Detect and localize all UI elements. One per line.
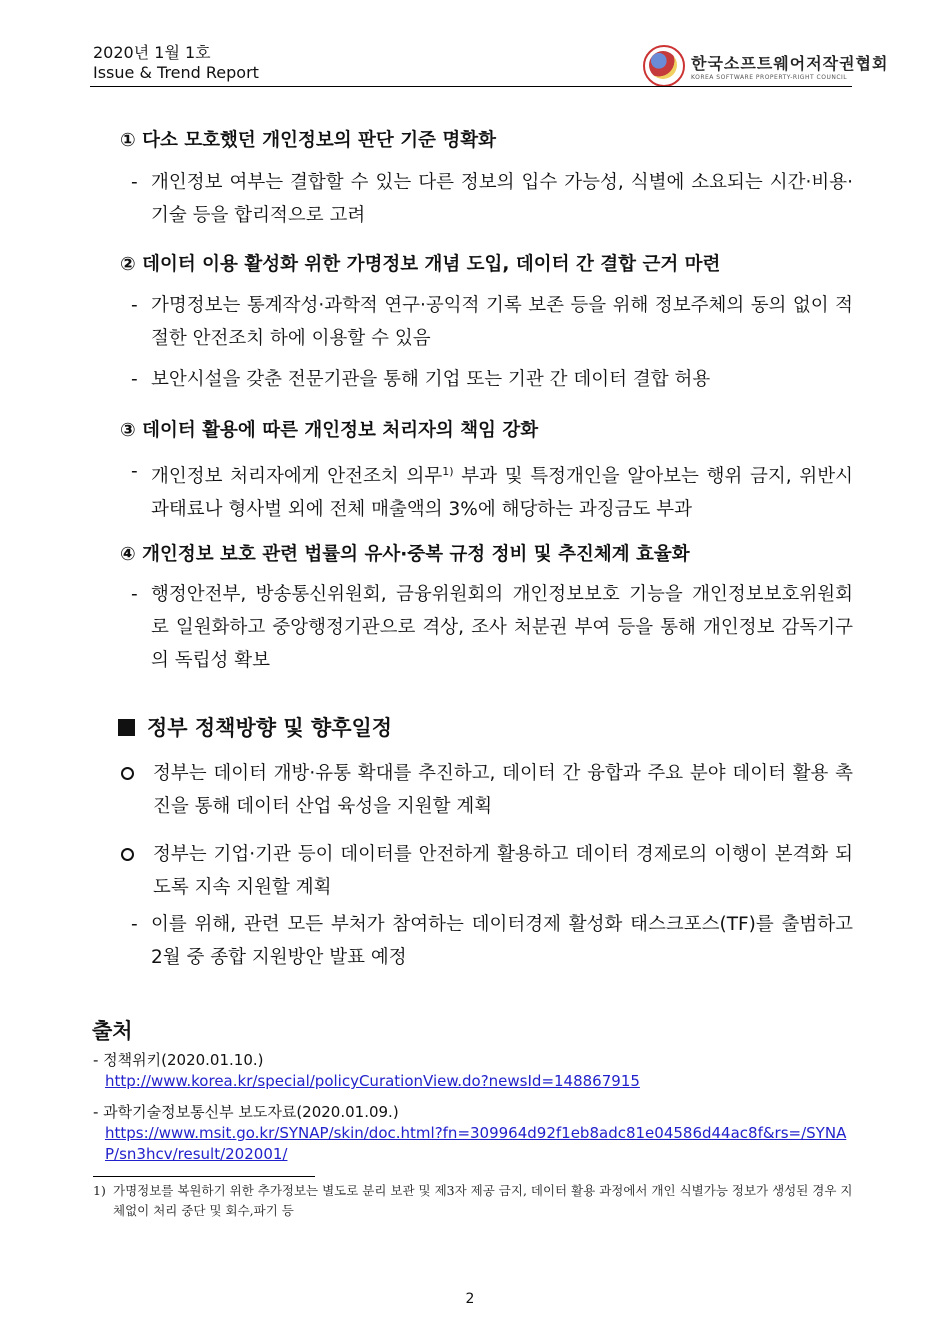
report-issue-date: 2020년 1월 1호 (93, 43, 211, 62)
source-label: - 정책위키(2020.01.10.) (93, 1051, 264, 1069)
section-point-2 (121, 838, 853, 904)
point-text: 정부는 기업·기관 등이 데이터를 안전하게 활용하고 데이터 경제로의 이행이 본격화 되도록 지속 지원할 계획 (153, 844, 853, 898)
bullet-dash: - (131, 461, 138, 482)
bullet-dash: - (131, 914, 138, 935)
bullet-dash: - (131, 295, 138, 316)
bullet-dash: - (131, 584, 138, 605)
bullet-dash: - (131, 369, 138, 390)
bullet-text (151, 455, 853, 526)
report-series-title: Issue & Trend Report (93, 63, 259, 82)
bullet-text-part: 부과 및 특정개인을 알아보는 행위 금지, 위반시 과태료나 형사벌 외에 전체 매출액의 3%에 해당하는 과징금도 부과 (151, 466, 853, 521)
bullet-text: 행정안전부, 방송통신위원회, 금융위원회의 개인정보보호 기능을 개인정보보호위원회로 일원화하고 중앙행정기관으로 격상, 조사 처분권 부여 등을 통해 개인정보 감독기구의 독립성 확보 (151, 584, 853, 671)
source-link[interactable]: http://www.korea.kr/special/policyCurationView.do?newsId=148867915 (105, 1072, 640, 1090)
source-label: - 과학기술정보통신부 보도자료(2020.01.09.) (93, 1103, 399, 1121)
section-title: 정부 정책방향 및 향후일정 (147, 716, 393, 740)
bullet-text: 가명정보는 통계작성·과학적 연구·공익적 기록 보존 등을 위해 정보주체의 동의 없이 적절한 안전조치 하에 이용할 수 있음 (151, 295, 853, 349)
point-text: 정부는 데이터 개방·유통 확대를 추진하고, 데이터 간 융합과 주요 분야 데이터 활용 촉진을 통해 데이터 산업 육성을 지원할 계획 (153, 763, 853, 817)
item-heading-4: ④ 개인정보 보호 관련 법률의 유사·중복 규정 정비 및 추진체계 효율화 (120, 544, 690, 565)
organization-logo (643, 45, 888, 87)
item-2-bullet-1 (131, 289, 853, 355)
logo-english-name: KOREA SOFTWARE PROPERTY-RIGHT COUNCIL (691, 74, 848, 81)
bullet-dash: - (131, 172, 138, 193)
bullet-text-part: 개인정보 처리자에게 안전조치 의무 (151, 466, 443, 488)
logo-emblem-icon (643, 45, 685, 87)
section-heading (118, 712, 392, 742)
item-heading-1: ① 다소 모호했던 개인정보의 판단 기준 명확화 (120, 130, 496, 151)
item-3-bullet-1 (131, 455, 853, 526)
footnote-number: 1) (93, 1183, 106, 1198)
circle-bullet-icon (121, 767, 134, 780)
source-entry-2 (93, 1102, 853, 1165)
item-4-bullet-1 (131, 578, 853, 677)
sources-title: 출처 (92, 1019, 133, 1043)
circle-bullet-icon (121, 848, 134, 861)
item-heading-3: ③ 데이터 활용에 따른 개인정보 처리자의 책임 강화 (120, 420, 539, 441)
item-2-bullet-2 (131, 363, 853, 396)
bullet-text: 개인정보 여부는 결합할 수 있는 다른 정보의 입수 가능성, 식별에 소요되는 시간·비용·기술 등을 합리적으로 고려 (151, 172, 853, 226)
logo-name: 한국소프트웨어저작권협회 (691, 54, 889, 73)
footnote-reference[interactable]: 1) (442, 465, 454, 478)
section-sub-bullet (131, 908, 853, 974)
page-number: 2 (465, 1291, 475, 1307)
footnote (93, 1181, 853, 1221)
section-point-1 (121, 757, 853, 823)
bullet-text: 보안시설을 갖춘 전문기관을 통해 기업 또는 기관 간 데이터 결합 허용 (151, 369, 711, 390)
header-divider (90, 86, 852, 87)
item-1-bullet-1 (131, 166, 853, 232)
square-bullet-icon (118, 719, 135, 736)
source-entry-1 (93, 1050, 853, 1092)
source-link[interactable]: https://www.msit.go.kr/SYNAP/skin/doc.html?fn=309964d92f1eb8adc81e04586d44ac8f&rs=/SYNAP/sn3hcv/result/202001/ (105, 1124, 847, 1163)
footnote-text: 가명정보를 복원하기 위한 추가정보는 별도로 분리 보관 및 제3자 제공 금지, 데이터 활용 과정에서 개인 식별가능 정보가 생성된 경우 지체없이 처리 중단 및 회수,파기 등 (113, 1183, 853, 1218)
bullet-text: 이를 위해, 관련 모든 부처가 참여하는 데이터경제 활성화 태스크포스(TF)를 출범하고 2월 중 종합 지원방안 발표 예정 (151, 914, 853, 968)
footnote-divider (93, 1176, 315, 1177)
item-heading-2: ② 데이터 이용 활성화 위한 가명정보 개념 도입, 데이터 간 결합 근거 마련 (120, 254, 721, 275)
